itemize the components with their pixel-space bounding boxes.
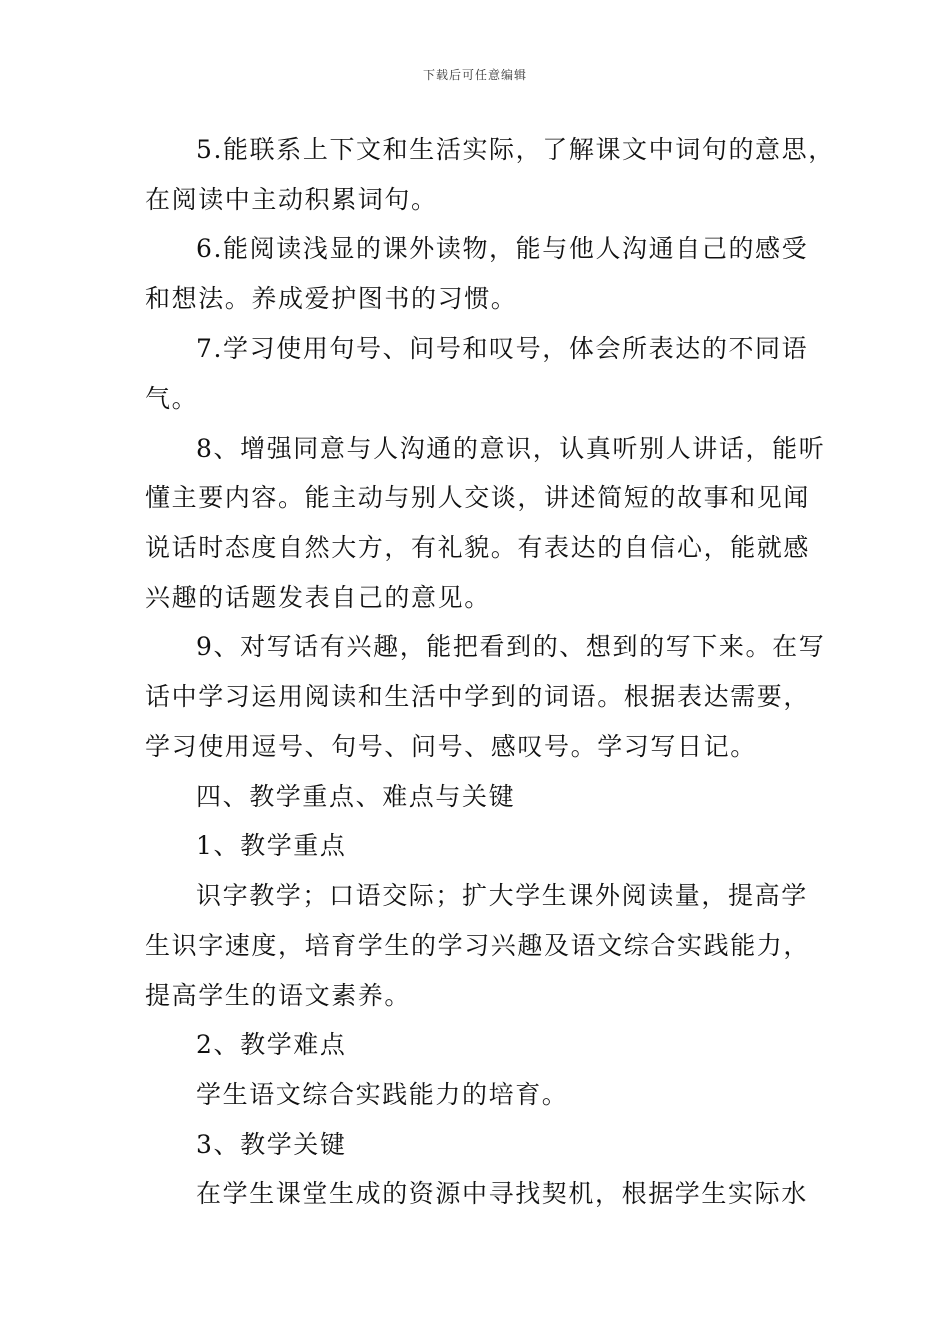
text-line: 话中学习运用阅读和生活中学到的词语。根据表达需要， <box>145 682 811 711</box>
text-line: 6.能阅读浅显的课外读物，能与他人沟通自己的感受 <box>196 234 809 263</box>
text-line: 学习使用逗号、句号、问号、感叹号。学习写日记。 <box>145 732 757 761</box>
text-line: 和想法。养成爱护图书的习惯。 <box>145 284 518 313</box>
text-line: 5.能联系上下文和生活实际，了解课文中词句的意思， <box>196 135 835 164</box>
text-line: 在阅读中主动积累词句。 <box>145 185 438 214</box>
text-line: 说话时态度自然大方，有礼貌。有表达的自信心，能就感 <box>145 533 811 562</box>
text-line: 8、增强同意与人沟通的意识，认真听别人讲话，能听 <box>196 434 826 463</box>
text-line: 懂主要内容。能主动与别人交谈，讲述简短的故事和见闻 <box>145 483 811 512</box>
text-line: 气。 <box>145 384 199 413</box>
page-header: 下载后可任意编辑 <box>422 68 527 82</box>
subsection-heading: 1、教学重点 <box>196 831 347 860</box>
text-line: 7.学习使用句号、问号和叹号，体会所表达的不同语 <box>196 334 809 363</box>
subsection-heading: 3、教学关键 <box>196 1130 347 1159</box>
text-line: 学生语文综合实践能力的培育。 <box>196 1080 569 1109</box>
text-line: 在学生课堂生成的资源中寻找契机，根据学生实际水 <box>196 1179 808 1208</box>
subsection-heading: 2、教学难点 <box>196 1030 347 1059</box>
section-heading: 四、教学重点、难点与关键 <box>196 782 516 811</box>
text-line: 识字教学；口语交际；扩大学生课外阅读量，提高学 <box>196 881 808 910</box>
text-line: 兴趣的话题发表自己的意见。 <box>145 583 491 612</box>
text-line: 9、对写话有兴趣，能把看到的、想到的写下来。在写 <box>196 632 826 661</box>
text-line: 生识字速度，培育学生的学习兴趣及语文综合实践能力， <box>145 931 811 960</box>
text-line: 提高学生的语文素养。 <box>145 981 412 1010</box>
